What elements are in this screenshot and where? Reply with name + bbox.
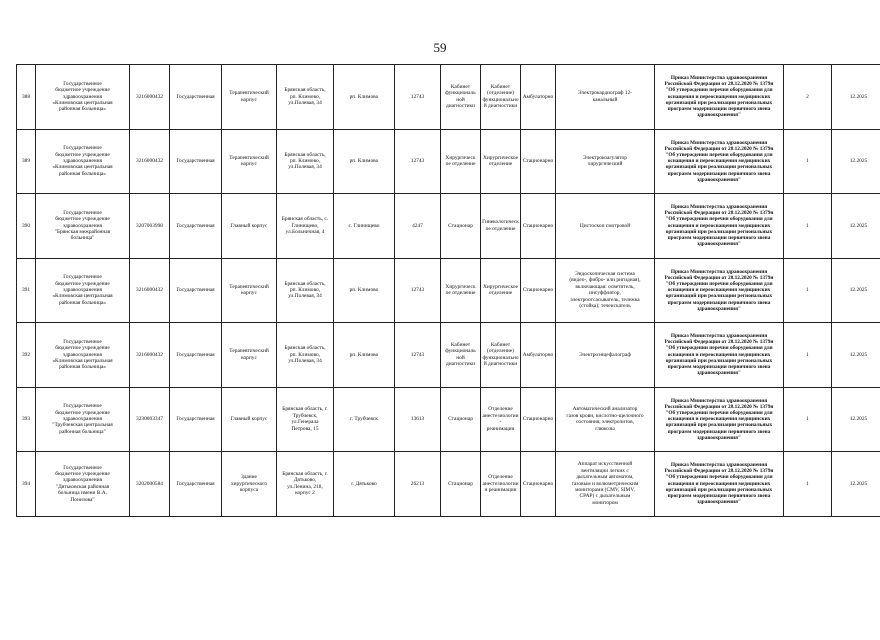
building-cell-line: корпус	[241, 354, 257, 361]
organization-cell-line: "Брянская межрайонная	[54, 228, 111, 235]
unit-cell-line: ое отделение	[445, 290, 476, 297]
unit-cell	[441, 258, 481, 323]
department-cell-line: ое отделение	[485, 225, 516, 232]
department-cell-line: Кабинет	[490, 83, 511, 90]
ownership-cell: Государственная	[170, 258, 222, 323]
organization-cell-line: Государственное	[63, 274, 102, 281]
address-cell-line: ул.Полевая, 34	[288, 99, 322, 106]
locality-cell: рп. Климово	[334, 65, 395, 130]
care-type-cell: Стационарно	[521, 129, 556, 194]
unit-cell-line: Хирургическ	[445, 154, 476, 161]
date-cell: 12.2025	[832, 129, 880, 194]
equipment-cell-line: Электроэнцефалограф	[579, 351, 631, 358]
department-cell-line: Гинекологическ	[482, 219, 519, 226]
document-cell-line: "Об утверждении перечня оборудования для	[665, 409, 773, 416]
document-cell-line: Приказ Министерства здравоохранения	[670, 333, 768, 340]
ownership-cell: Государственная	[170, 323, 222, 388]
document-cell-line: программ модернизации первичного звена	[667, 299, 771, 306]
address-cell-line: Брянская область, с.	[281, 216, 329, 223]
address-cell-line: Брянская область,	[284, 345, 326, 352]
locality-cell: рп. Климово	[334, 258, 395, 323]
row-number-cell: 391	[17, 258, 36, 323]
department-cell-line: отделение	[488, 290, 513, 297]
code-cell: 4247	[395, 194, 441, 259]
table-row	[17, 129, 880, 194]
organization-cell	[36, 323, 130, 388]
building-cell	[222, 65, 277, 130]
quantity-cell: 1	[784, 258, 832, 323]
address-cell	[277, 323, 334, 388]
document-cell-line: организаций при реализации региональных	[665, 164, 773, 171]
organization-cell	[36, 129, 130, 194]
date-cell: 12.2025	[832, 65, 880, 130]
address-cell-line: Брянская область, г.	[282, 470, 328, 477]
unit-cell	[441, 323, 481, 388]
organization-cell	[36, 65, 130, 130]
unit-cell-line: диагностики	[445, 103, 476, 110]
organization-cell-line: "Дятьковская районная	[55, 483, 110, 490]
organization-cell-line: районная больница»	[59, 106, 106, 113]
document-cell	[655, 258, 784, 323]
department-cell-line: анестезиологии	[482, 480, 519, 487]
organization-cell-line: Понизова"	[70, 496, 95, 503]
equipment-cell	[556, 194, 655, 259]
document-cell-line: Российской Федерации от 28.12.2020 № 1379н	[664, 403, 774, 410]
department-cell-line: функционально	[482, 354, 519, 361]
equipment-cell-line: глюкозы	[595, 425, 615, 432]
organization-cell-line: больница имени В.А.	[58, 490, 107, 497]
unit-cell-line: Стационар	[448, 480, 473, 487]
ownership-cell: Государственная	[170, 65, 222, 130]
unit-cell-line: Стационар	[448, 222, 473, 229]
document-cell-line: "Об утверждении перечня оборудования для	[665, 345, 773, 352]
date-cell: 12.2025	[832, 194, 880, 259]
organization-cell-line: Государственное	[63, 464, 102, 471]
document-cell-line: Российской Федерации от 28.12.2020 № 1379н	[664, 210, 774, 217]
department-cell-line: (отделение)	[487, 90, 514, 97]
building-cell-line: Главный корпус	[230, 416, 268, 423]
quantity-cell: 1	[784, 129, 832, 194]
date-cell: 12.2025	[832, 258, 880, 323]
table-row	[17, 194, 880, 259]
organization-cell-line: бюджетное учреждение	[55, 151, 110, 158]
department-cell-line: отделение	[488, 161, 513, 168]
equipment-cell-line: состояния, электролитов,	[576, 419, 634, 426]
document-cell-line: оснащения и переоснащения медицинских	[667, 351, 771, 358]
quantity-cell: 1	[784, 194, 832, 259]
organization-cell-line: районная больница"	[59, 428, 106, 435]
document-cell-line: Приказ Министерства здравоохранения	[670, 139, 768, 146]
document-cell-line: организаций при реализации региональных	[665, 422, 773, 429]
document-cell-line: Приказ Министерства здравоохранения	[670, 75, 768, 82]
document-cell-line: "Об утверждении перечня оборудования для	[665, 216, 773, 223]
organization-cell-line: «Климовская центральная	[52, 99, 113, 106]
row-number-cell: 394	[17, 452, 36, 517]
code-cell: 13613	[395, 387, 441, 452]
organization-cell-line: «Климовская центральная	[52, 293, 113, 300]
building-cell-line: корпуса	[239, 486, 259, 493]
organization-cell-line: бюджетное учреждение	[55, 345, 110, 352]
building-cell-line: Терапевтический	[229, 154, 269, 161]
equipment-cell-line: Электрокоагулятор	[583, 154, 627, 161]
document-cell-line: оснащения и переоснащения медицинских	[667, 480, 771, 487]
quantity-cell: 1	[784, 387, 832, 452]
department-cell	[481, 258, 521, 323]
building-cell-line: корпус	[241, 290, 257, 297]
address-cell-line: Брянская область, г.	[282, 406, 328, 413]
date-cell: 12.2025	[832, 452, 880, 517]
organization-cell	[36, 194, 130, 259]
equipment-cell-line: газов крови, кислотно-щелочного	[566, 412, 644, 419]
building-cell-line: корпус	[241, 161, 257, 168]
document-cell-line: программ модернизации первичного звена	[667, 170, 771, 177]
document-cell-line: здравоохранения"	[697, 499, 741, 506]
organization-cell-line: "Трубчевская центральная	[52, 422, 113, 429]
document-cell-line: "Об утверждении перечня оборудования для	[665, 280, 773, 287]
organization-cell-line: здравоохранения	[63, 416, 102, 423]
document-cell-line: Российской Федерации от 28.12.2020 № 1379н	[664, 145, 774, 152]
document-cell	[655, 387, 784, 452]
equipment-cell-line: Автоматический анализатор	[572, 406, 638, 413]
department-cell	[481, 452, 521, 517]
care-type-cell: Стационарно	[521, 452, 556, 517]
organization-cell-line: Государственное	[63, 80, 102, 87]
building-cell-line: Здание	[241, 474, 257, 481]
table-row	[17, 387, 880, 452]
building-cell-line: хирургического	[230, 480, 268, 487]
row-number-cell: 389	[17, 129, 36, 194]
organization-cell-line: бюджетное учреждение	[55, 87, 110, 94]
organization-cell	[36, 258, 130, 323]
department-cell-line: реанимации	[486, 425, 515, 432]
equipment-cell-line: электроотсасыватель, тележка	[570, 296, 640, 303]
document-cell-line: здравоохранения"	[697, 370, 741, 377]
code-cell: 12743	[395, 65, 441, 130]
building-cell	[222, 194, 277, 259]
department-cell-line: й диагностики	[483, 361, 518, 368]
table-row	[17, 323, 880, 388]
unit-cell-line: ной	[456, 354, 465, 361]
document-cell-line: оснащения и переоснащения медицинских	[667, 93, 771, 100]
locality-cell: г. Трубчевск	[334, 387, 395, 452]
address-cell-line: Трубчевск,	[292, 412, 318, 419]
document-cell-line: программ модернизации первичного звена	[667, 428, 771, 435]
code-cell: 12743	[395, 323, 441, 388]
building-cell	[222, 323, 277, 388]
unit-cell-line: Кабинет	[450, 341, 471, 348]
organization-cell-line: районная больница»	[59, 170, 106, 177]
organization-cell-line: здравоохранения	[63, 477, 102, 484]
department-cell	[481, 129, 521, 194]
equipment-cell-line: монитором	[592, 499, 618, 506]
address-cell-line: Брянская область,	[284, 87, 326, 94]
address-cell	[277, 129, 334, 194]
address-cell-line: Дятьково,	[293, 477, 317, 484]
building-cell-line: Главный корпус	[230, 222, 268, 229]
document-cell-line: "Об утверждении перечня оборудования для	[665, 87, 773, 94]
department-cell-line: Кабинет	[490, 341, 511, 348]
document-cell-line: "Об утверждении перечня оборудования для	[665, 474, 773, 481]
page-number: 59	[433, 40, 447, 55]
organization-cell-line: здравоохранения	[63, 287, 102, 294]
document-cell-line: программ модернизации первичного звена	[667, 364, 771, 371]
quantity-cell: 1	[784, 323, 832, 388]
equipment-cell-line: Цистоскоп смотровой	[579, 222, 631, 229]
row-number-cell: 388	[17, 65, 36, 130]
department-cell-line: анестезиологии-	[482, 412, 519, 426]
row-number-cell: 393	[17, 387, 36, 452]
inn-cell: 3207003998	[130, 194, 170, 259]
equipment-cell	[556, 258, 655, 323]
row-number-cell: 390	[17, 194, 36, 259]
equipment-cell-line: (стойка); течеискатель	[579, 303, 631, 310]
building-cell	[222, 452, 277, 517]
document-cell-line: оснащения и переоснащения медицинских	[667, 222, 771, 229]
unit-cell-line: Хирургическ	[445, 283, 476, 290]
building-cell-line: Терапевтический	[229, 90, 269, 97]
code-cell: 26213	[395, 452, 441, 517]
department-cell-line: й диагностики	[483, 103, 518, 110]
department-cell-line: функционально	[482, 96, 519, 103]
inn-cell: 3216000432	[130, 258, 170, 323]
organization-cell-line: здравоохранения	[63, 222, 102, 229]
organization-cell-line: «Климовская центральная	[52, 164, 113, 171]
inn-cell: 3216000432	[130, 129, 170, 194]
care-type-cell: Амбулаторно	[521, 323, 556, 388]
equipment-cell-line: Эндоскопическая система	[575, 271, 635, 278]
care-type-cell: Амбулаторно	[521, 65, 556, 130]
document-cell-line: Приказ Министерства здравоохранения	[670, 397, 768, 404]
building-cell	[222, 258, 277, 323]
unit-cell-line: Кабинет	[450, 83, 471, 90]
equipment-cell-line: дыхательным автоматом,	[576, 474, 634, 481]
ownership-cell: Государственная	[170, 194, 222, 259]
table-row	[17, 258, 880, 323]
equipment-cell-line: канальный	[592, 96, 618, 103]
address-cell-line: Брянская область,	[284, 151, 326, 158]
department-cell	[481, 65, 521, 130]
document-cell-line: Приказ Министерства здравоохранения	[670, 268, 768, 275]
care-type-cell: Стационарно	[521, 258, 556, 323]
organization-cell-line: Государственное	[63, 338, 102, 345]
equipment-cell-line: газовым и волюметрическим	[571, 480, 639, 487]
document-cell-line: "Об утверждении перечня оборудования для	[665, 151, 773, 158]
building-cell-line: Терапевтический	[229, 283, 269, 290]
document-cell	[655, 452, 784, 517]
address-cell	[277, 194, 334, 259]
department-cell-line: и реанимации	[484, 486, 517, 493]
document-cell	[655, 323, 784, 388]
equipment-cell	[556, 387, 655, 452]
unit-cell	[441, 129, 481, 194]
document-cell-line: оснащения и переоснащения медицинских	[667, 158, 771, 165]
document-cell-line: здравоохранения"	[697, 176, 741, 183]
inn-cell: 3202000584	[130, 452, 170, 517]
document-cell-line: здравоохранения"	[697, 241, 741, 248]
equipment-cell-line: вентиляции легких с	[581, 467, 629, 474]
document-cell-line: программ модернизации первичного звена	[667, 493, 771, 500]
locality-cell: г. Дятьково	[334, 452, 395, 517]
equipment-cell-line: включающая: осветитель,	[575, 283, 635, 290]
department-cell-line: (отделение)	[487, 348, 514, 355]
date-cell: 12.2025	[832, 387, 880, 452]
address-cell-line: ул.Полевая, 34	[288, 164, 322, 171]
equipment-cell	[556, 65, 655, 130]
unit-cell-line: Стационар	[448, 416, 473, 423]
document-cell-line: организаций при реализации региональных	[665, 228, 773, 235]
equipment-cell	[556, 129, 655, 194]
department-cell-line: Отделение	[488, 474, 513, 481]
inn-cell: 3216000432	[130, 323, 170, 388]
address-cell	[277, 452, 334, 517]
document-cell-line: программ модернизации первичного звена	[667, 106, 771, 113]
code-cell: 12743	[395, 258, 441, 323]
unit-cell-line: функциональ	[445, 348, 476, 355]
department-cell	[481, 323, 521, 388]
unit-cell	[441, 452, 481, 517]
organization-cell-line: Государственное	[63, 209, 102, 216]
address-cell-line: Глинищево,	[291, 222, 319, 229]
address-cell-line: ул.Полевая, 34	[288, 357, 322, 364]
building-cell	[222, 129, 277, 194]
address-cell-line: Петрова, 15	[291, 425, 319, 432]
unit-cell-line: диагностики	[445, 361, 476, 368]
date-cell: 12.2025	[832, 323, 880, 388]
row-number-cell: 392	[17, 323, 36, 388]
document-cell-line: Российской Федерации от 28.12.2020 № 1379н	[664, 468, 774, 475]
document-cell	[655, 129, 784, 194]
organization-cell-line: «Климовская центральная	[52, 357, 113, 364]
document-cell-line: оснащения и переоснащения медицинских	[667, 287, 771, 294]
organization-cell-line: бюджетное учреждение	[55, 216, 110, 223]
department-cell-line: Хирургическое	[482, 154, 519, 161]
address-cell	[277, 258, 334, 323]
equipment-table	[16, 64, 880, 517]
locality-cell: рп. Климово	[334, 129, 395, 194]
inn-cell: 3216000432	[130, 65, 170, 130]
organization-cell-line: бюджетное учреждение	[55, 409, 110, 416]
building-cell-line: Терапевтический	[229, 348, 269, 355]
ownership-cell: Государственная	[170, 452, 222, 517]
equipment-cell-line: хирургический	[587, 161, 623, 168]
document-cell-line: организаций при реализации региональных	[665, 486, 773, 493]
quantity-cell: 2	[784, 65, 832, 130]
organization-cell	[36, 452, 130, 517]
document-cell-line: Российской Федерации от 28.12.2020 № 1379н	[664, 81, 774, 88]
equipment-cell-line: инсуффлятор,	[589, 290, 621, 297]
building-cell-line: корпус	[241, 96, 257, 103]
building-cell	[222, 387, 277, 452]
address-cell-line: ул.Ленина, 218,	[287, 483, 323, 490]
address-cell-line: рп. Климово,	[289, 93, 321, 100]
address-cell	[277, 387, 334, 452]
unit-cell-line: ое отделение	[445, 161, 476, 168]
locality-cell: с. Глинищево	[334, 194, 395, 259]
address-cell-line: ул.Больничная, 4	[285, 228, 325, 235]
department-cell	[481, 194, 521, 259]
ownership-cell: Государственная	[170, 387, 222, 452]
equipment-cell	[556, 323, 655, 388]
address-cell-line: корпус 2	[295, 490, 315, 497]
ownership-cell: Государственная	[170, 129, 222, 194]
inn-cell: 3230003347	[130, 387, 170, 452]
equipment-cell-line: Электрокардиограф 12-	[577, 90, 633, 97]
organization-cell-line: здравоохранения	[63, 351, 102, 358]
document-cell-line: программ модернизации первичного звена	[667, 235, 771, 242]
document-cell-line: организаций при реализации региональных	[665, 357, 773, 364]
unit-cell	[441, 387, 481, 452]
document-cell-line: здравоохранения"	[697, 434, 741, 441]
address-cell-line: ул.Полевая, 34	[288, 293, 322, 300]
document-cell-line: Российской Федерации от 28.12.2020 № 1379н	[664, 274, 774, 281]
organization-cell-line: здравоохранения	[63, 93, 102, 100]
document-cell-line: здравоохранения"	[697, 112, 741, 119]
department-cell-line: Хирургическое	[482, 283, 519, 290]
department-cell-line: Отделение	[488, 406, 513, 413]
equipment-cell-line: Аппарат искусственной	[577, 461, 633, 468]
organization-cell	[36, 387, 130, 452]
equipment-cell-line: (видео-, фибро- или ригидная),	[569, 277, 641, 284]
document-cell-line: организаций при реализации региональных	[665, 293, 773, 300]
address-cell-line: Брянская область,	[284, 280, 326, 287]
address-cell	[277, 65, 334, 130]
document-cell	[655, 65, 784, 130]
address-cell-line: рп. Климово,	[289, 158, 321, 165]
organization-cell-line: бюджетное учреждение	[55, 280, 110, 287]
address-cell-line: рп. Климово,	[289, 287, 321, 294]
organization-cell-line: больница"	[70, 235, 95, 242]
document-cell-line: оснащения и переоснащения медицинских	[667, 416, 771, 423]
document-cell-line: Российской Федерации от 28.12.2020 № 1379н	[664, 339, 774, 346]
organization-cell-line: здравоохранения	[63, 158, 102, 165]
table-body	[17, 65, 880, 517]
table-row	[17, 452, 880, 517]
organization-cell-line: районная больница»	[59, 299, 106, 306]
organization-cell-line: Государственное	[63, 145, 102, 152]
locality-cell: рп. Климово	[334, 323, 395, 388]
document-cell-line: организаций при реализации региональных	[665, 99, 773, 106]
care-type-cell: Стационарно	[521, 194, 556, 259]
table-row	[17, 65, 880, 130]
equipment-cell-line: CPAP) с дыхательным	[579, 493, 631, 500]
quantity-cell: 1	[784, 452, 832, 517]
organization-cell-line: Государственное	[63, 403, 102, 410]
unit-cell-line: ной	[456, 96, 465, 103]
unit-cell-line: функциональ	[445, 90, 476, 97]
document-cell-line: здравоохранения"	[697, 305, 741, 312]
document-cell	[655, 194, 784, 259]
equipment-cell	[556, 452, 655, 517]
unit-cell	[441, 194, 481, 259]
code-cell: 12743	[395, 129, 441, 194]
document-cell-line: Приказ Министерства здравоохранения	[670, 462, 768, 469]
unit-cell	[441, 65, 481, 130]
document-cell-line: Приказ Министерства здравоохранения	[670, 204, 768, 211]
organization-cell-line: бюджетное учреждение	[55, 470, 110, 477]
address-cell-line: ул.Генерала	[291, 419, 319, 426]
organization-cell-line: районная больница»	[59, 364, 106, 371]
care-type-cell: Стационарно	[521, 387, 556, 452]
department-cell	[481, 387, 521, 452]
equipment-cell-line: мониторами (CMV, SIMV,	[575, 486, 635, 493]
address-cell-line: рп. Климово,	[289, 351, 321, 358]
